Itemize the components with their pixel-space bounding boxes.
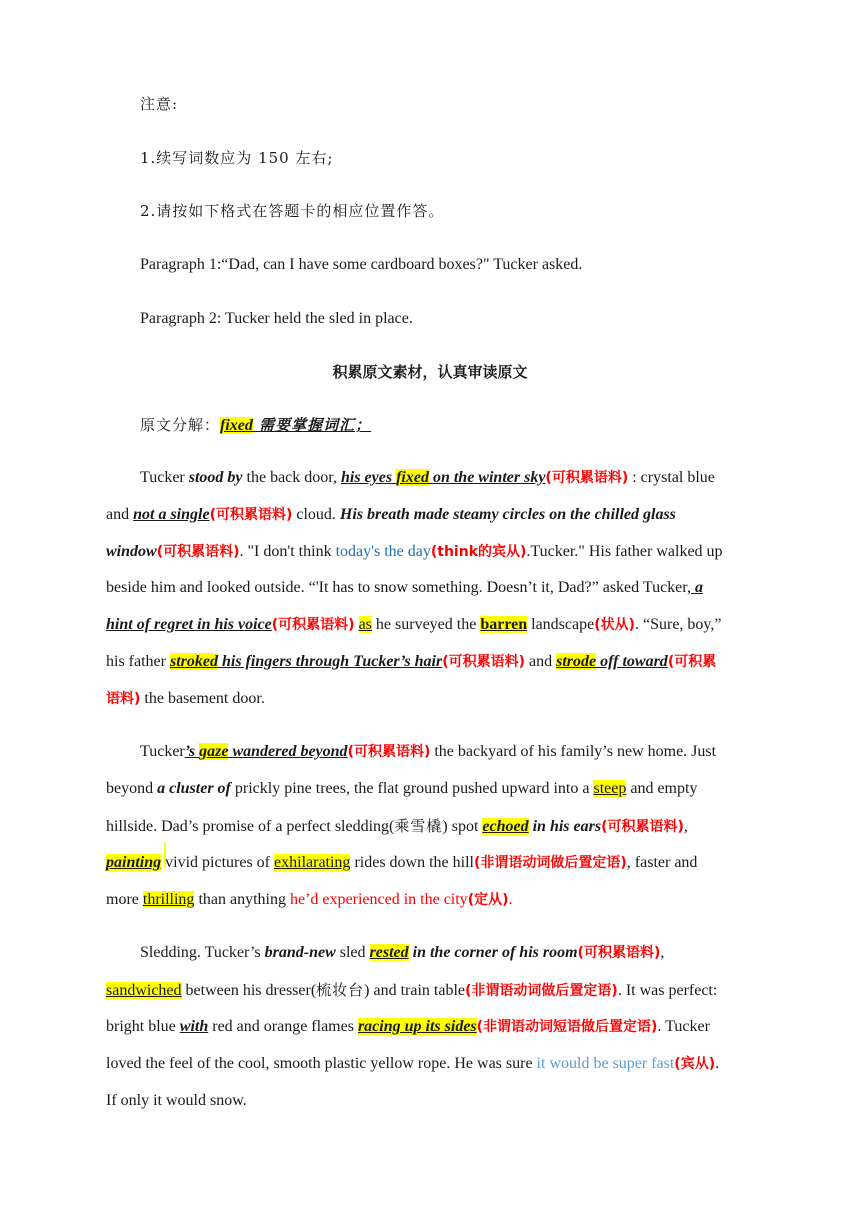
text: , <box>660 944 665 961</box>
annotation: (可积累语料) <box>442 654 525 670</box>
p1-line-1 <box>140 468 715 488</box>
text: Tucker <box>140 469 189 486</box>
clause: today's the day <box>335 543 431 560</box>
text: the basement door. <box>140 690 265 707</box>
annotation: (非谓语动词做后置定语) <box>473 855 627 871</box>
p2-line-5 <box>106 890 512 910</box>
clause: he’d experienced in the city <box>289 891 468 908</box>
highlight: as <box>358 616 372 633</box>
section-title: 积累原文素材，认真审读原文 <box>332 363 528 381</box>
p2-line-1 <box>140 742 716 762</box>
highlight: fixed <box>396 469 429 486</box>
text: and <box>106 506 134 523</box>
p3-line-4 <box>106 1054 719 1074</box>
phrase: brand-new <box>264 944 336 961</box>
text: more <box>106 891 143 908</box>
text: than anything <box>194 891 290 908</box>
text: sled <box>335 944 370 961</box>
gloss: 乘雪橇 <box>394 817 443 835</box>
text: Tucker <box>140 743 185 760</box>
annotation: (定从) <box>467 892 509 908</box>
phrase: His breath made steamy circles on the chilled glass <box>339 506 676 523</box>
p1-line-6 <box>106 652 716 672</box>
annotation: (可积累语料) <box>156 544 240 560</box>
text: beyond <box>106 780 158 797</box>
p2-line-3 <box>106 816 688 837</box>
p1-line-5 <box>106 615 722 635</box>
text: cloud. <box>292 506 340 523</box>
annotation: (宾从) <box>674 1056 716 1072</box>
vocab-label: 原文分解： <box>140 416 221 434</box>
highlight: rested <box>369 944 409 961</box>
text: . It was perfect: <box>617 982 718 999</box>
phrase: not a single <box>133 506 210 523</box>
phrase: off toward <box>596 653 668 670</box>
phrase: wandered beyond <box>228 743 348 760</box>
p3-line-2 <box>106 980 717 1001</box>
annotation: (可积累语料) <box>271 617 355 633</box>
annotation: (可积累语料) <box>601 819 684 835</box>
highlight: thrilling <box>142 891 195 908</box>
text: ) spot <box>442 818 483 835</box>
p3-line-1 <box>140 943 664 963</box>
text: landscape <box>527 616 595 633</box>
phrase: ’s <box>184 743 200 760</box>
phrase: stood by <box>188 469 243 486</box>
notes-heading: 注意: <box>140 95 179 113</box>
text <box>355 616 359 633</box>
text: the backyard of his family’s new home. Just <box>430 743 717 760</box>
phrase: in his ears <box>528 818 602 835</box>
text: between his dresser( <box>181 982 317 999</box>
phrase: on the winter sky <box>428 469 546 486</box>
text: and <box>524 653 557 670</box>
text: bright blue <box>106 1018 180 1035</box>
text: beside him and looked outside. “'It has to snow something. Doesn’t it, Dad?” asked Tucker, <box>106 579 691 596</box>
annotation: (状从) <box>594 617 635 633</box>
vocab-rest: 需要掌握词汇； <box>252 416 372 434</box>
highlight: sandwiched <box>106 982 182 999</box>
text: , faster and <box>626 854 698 871</box>
text: rides down the hill <box>350 854 474 871</box>
text: . “Sure, boy,” <box>635 616 722 633</box>
annotation: 语料) <box>106 691 141 707</box>
phrase: a <box>690 579 703 596</box>
highlight: echoed <box>482 818 529 835</box>
text: he surveyed the <box>371 616 481 633</box>
annotation: (可积累 <box>667 654 717 670</box>
text: vivid pictures of <box>161 854 275 871</box>
text: , <box>683 818 688 835</box>
text: red and orange flames <box>208 1018 358 1035</box>
text: .Tucker." His father walked up <box>526 543 723 560</box>
p1-line-4 <box>106 578 703 598</box>
annotation: (可积累语料) <box>545 470 629 486</box>
phrase: hint of regret in his voice <box>106 616 272 633</box>
vocab-word: fixed <box>220 417 253 434</box>
notes-item-1: 1.续写词数应为 150 左右; <box>140 149 334 167</box>
annotation: (非谓语动词做后置定语) <box>465 983 618 999</box>
highlight: stroked <box>169 653 218 670</box>
highlight: gaze <box>199 743 229 760</box>
text: Sledding. Tucker’s <box>140 944 265 961</box>
paragraph-1-prompt: Paragraph 1:“Dad, can I have some cardboard boxes?" Tucker asked. <box>140 256 583 273</box>
paragraph-2-prompt: Paragraph 2: Tucker held the sled in place. <box>140 310 413 327</box>
highlight: racing up its sides <box>357 1018 477 1035</box>
vocab-line <box>140 415 371 436</box>
p2-line-2 <box>106 779 697 799</box>
p3-line-5: If only it would snow. <box>106 1092 247 1109</box>
annotation: (可积累语料) <box>577 945 661 961</box>
phrase: in the corner of his room <box>408 944 578 961</box>
text: . <box>715 1055 720 1072</box>
highlight: barren <box>480 616 528 633</box>
phrase: his fingers through Tucker’s hair <box>217 653 443 670</box>
text: . "I don't think <box>239 543 336 560</box>
phrase: window <box>106 543 157 560</box>
annotation: (think的宾从) <box>430 544 527 560</box>
highlight: steep <box>593 780 627 797</box>
phrase: with <box>179 1018 209 1035</box>
annotation: (可积累语料) <box>209 507 293 523</box>
highlight: strode <box>556 653 597 670</box>
highlight: exhilarating <box>274 854 351 871</box>
p1-line-2 <box>106 505 676 525</box>
highlight: painting <box>106 854 162 871</box>
text: . <box>508 891 513 908</box>
clause: it would be super fast <box>536 1055 675 1072</box>
text: hillside. Dad’s promise of a perfect sledding( <box>106 818 395 835</box>
text: . Tucker <box>657 1018 710 1035</box>
text: the back door, <box>242 469 341 486</box>
p2-line-4 <box>106 853 697 873</box>
phrase: a cluster of <box>157 780 231 797</box>
annotation: (非谓语动词短语做后置定语) <box>476 1019 658 1035</box>
text: loved the feel of the cool, smooth plastic yellow rope. He was sure <box>106 1055 537 1072</box>
text: prickly pine trees, the flat ground pushed upward into a <box>230 780 594 797</box>
phrase: his eyes <box>340 469 397 486</box>
annotation: (可积累语料) <box>347 744 431 760</box>
p1-line-3 <box>106 542 723 562</box>
notes-item-2: 2.请按如下格式在答题卡的相应位置作答。 <box>140 202 445 220</box>
p1-line-7 <box>106 689 265 709</box>
text: : crystal blue <box>628 469 715 486</box>
text: and empty <box>626 780 698 797</box>
p3-line-3 <box>106 1017 710 1037</box>
text: ) and train table <box>364 982 466 999</box>
text: his father <box>106 653 170 670</box>
gloss: 梳妆台 <box>316 981 365 999</box>
